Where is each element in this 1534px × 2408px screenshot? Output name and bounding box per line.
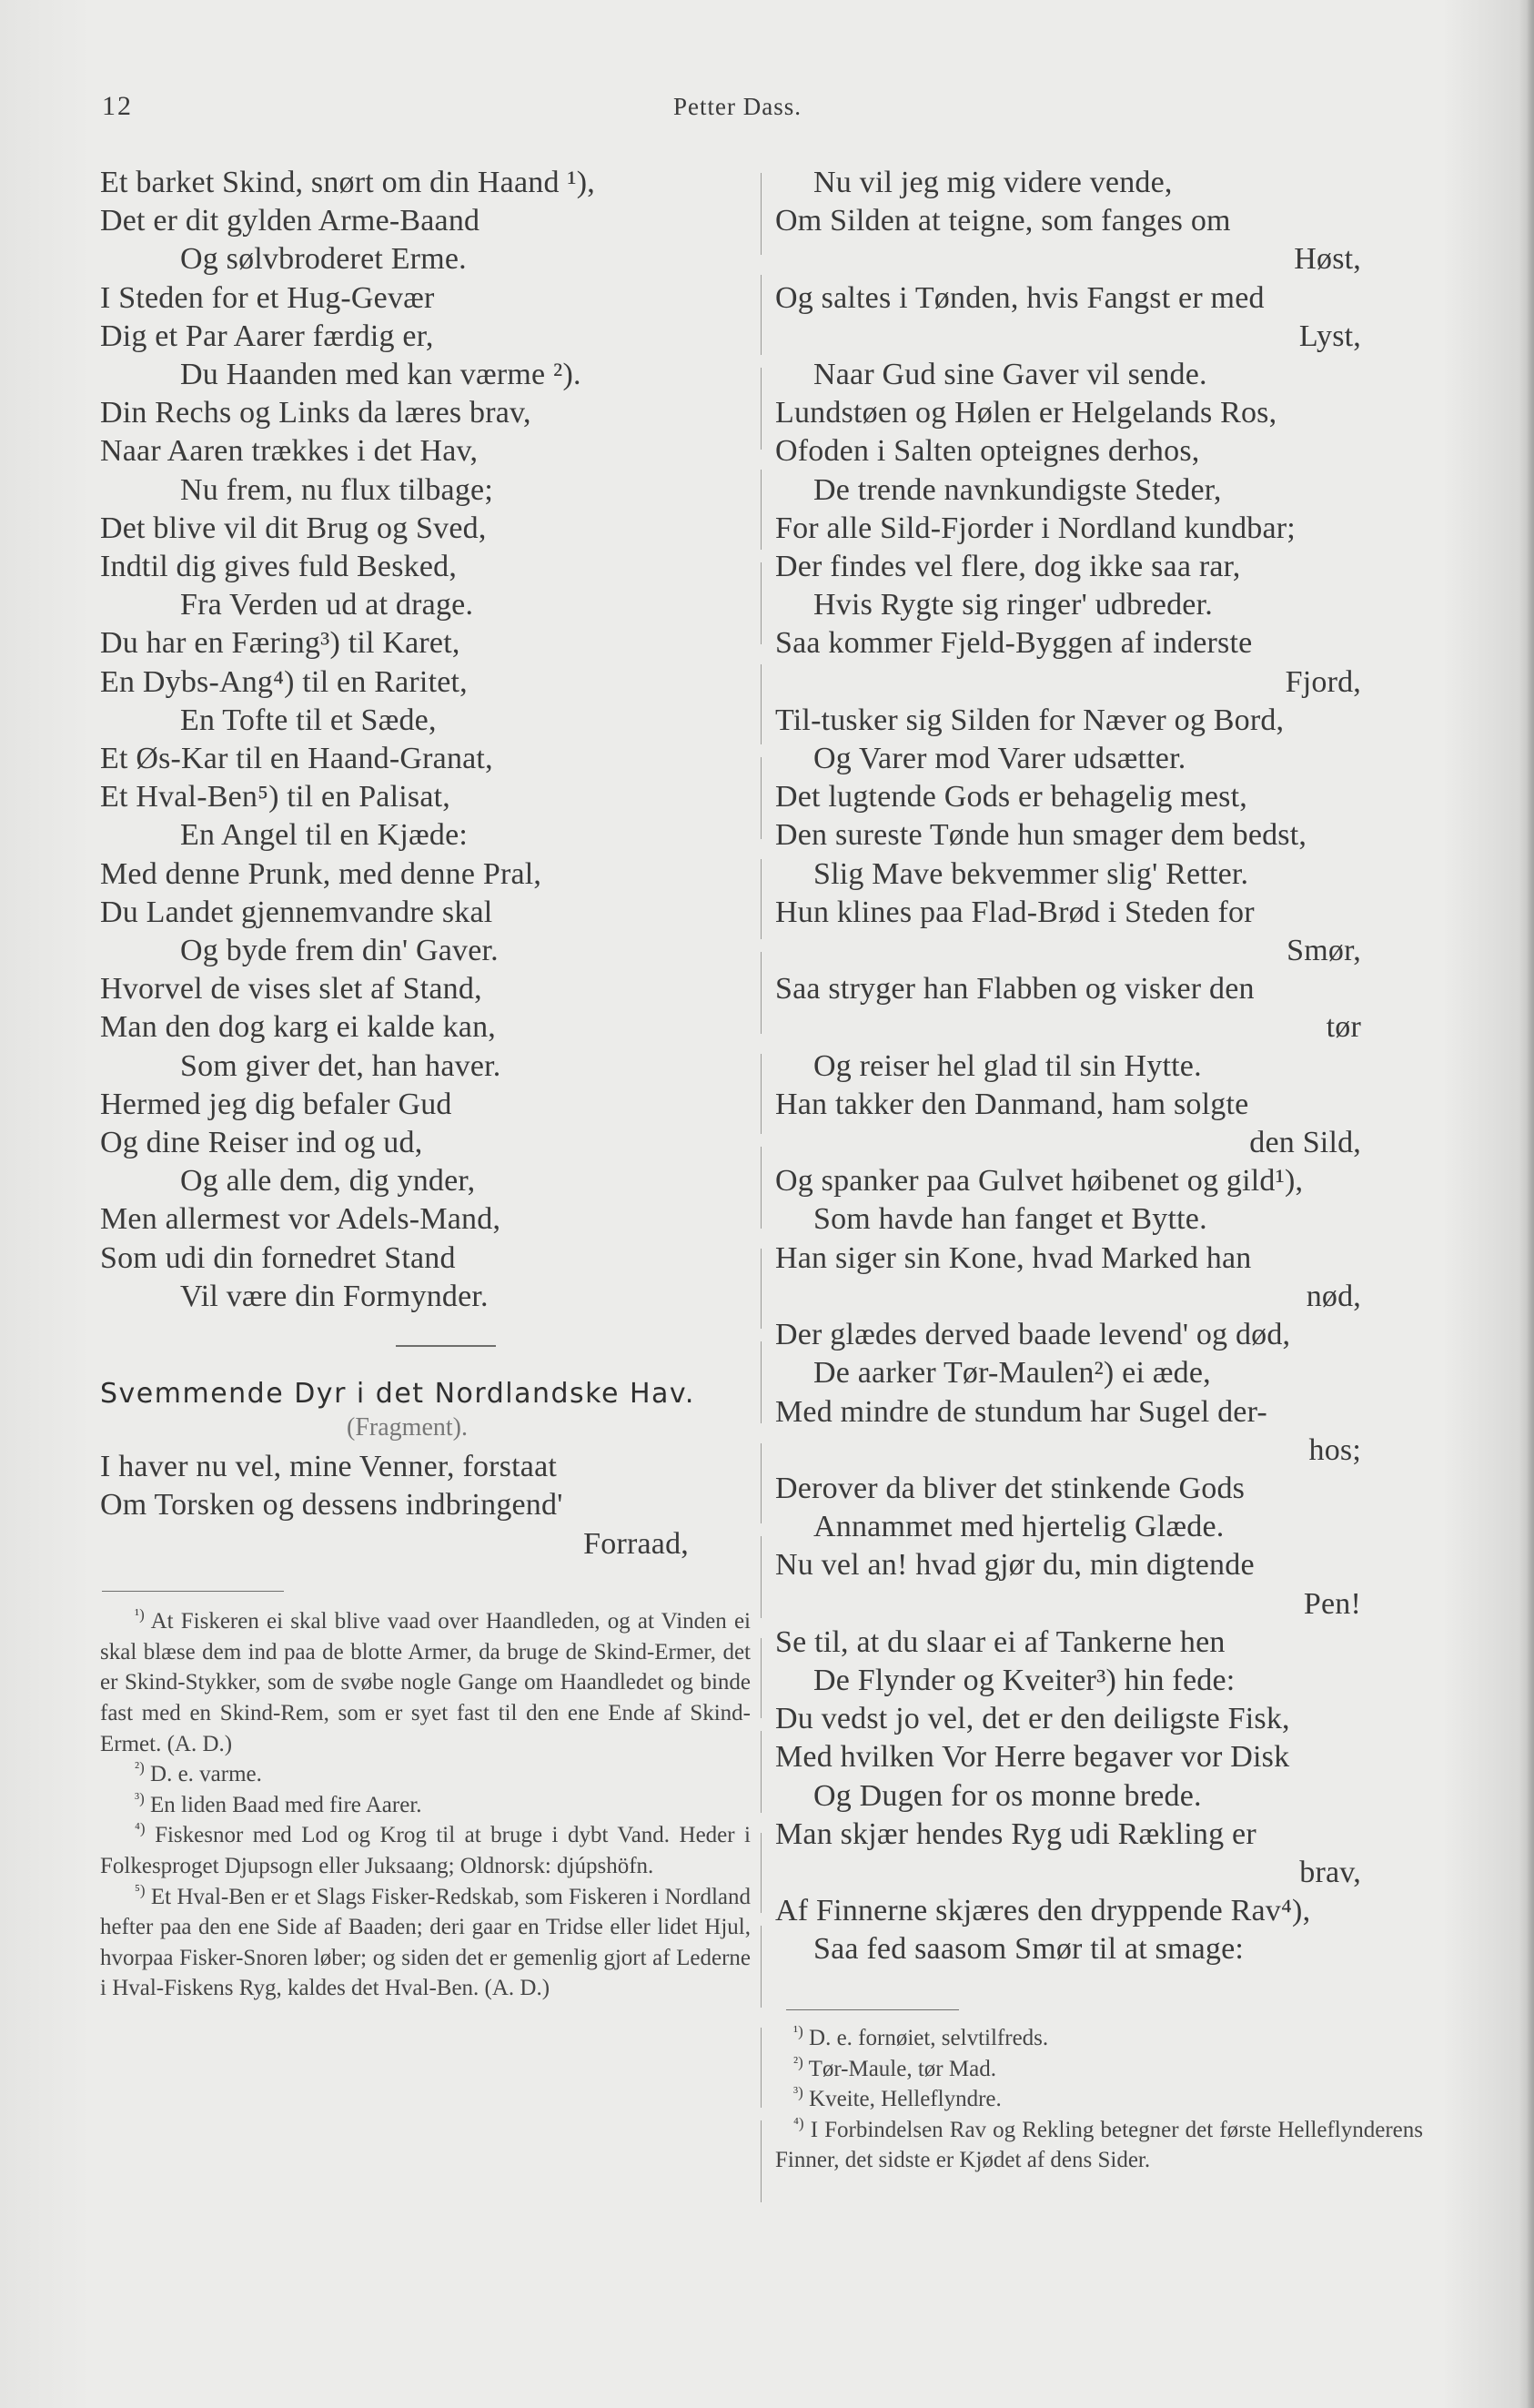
poem-line: Og reiser hel glad til sin Hytte. xyxy=(813,1048,1202,1083)
poem-line: I haver nu vel, mine Venner, forstaat xyxy=(100,1450,558,1484)
poem-line: Det lugtende Gods er behagelig mest, xyxy=(775,780,1247,814)
right-footnotes xyxy=(775,2023,1423,2176)
poem-line: Og saltes i Tønden, hvis Fangst er med xyxy=(775,280,1265,315)
poem-line: Han takker den Danmand, ham solgte xyxy=(775,1087,1249,1121)
poem-line: Lundstøen og Hølen er Helgelands Ros, xyxy=(775,396,1277,430)
poem-line: Med denne Prunk, med denne Pral, xyxy=(100,856,542,891)
poem-line: Høst, xyxy=(1294,242,1361,277)
footnote xyxy=(775,2115,1423,2176)
footnote xyxy=(775,2023,1423,2054)
footnote-text: D. e. varme. xyxy=(144,1762,262,1787)
poem-continuation xyxy=(100,164,751,1316)
footnote-mark: ³) xyxy=(793,2083,803,2101)
poem-line: Nu vel an! hvad gjør du, min digtende xyxy=(775,1548,1255,1583)
footnote-mark: ⁵) xyxy=(135,1881,146,1899)
poem-line: Og sølvbroderet Erme. xyxy=(180,242,467,277)
poem-line: Om Torsken og dessens indbringend' xyxy=(100,1488,563,1523)
poem-line: En Dybs-Ang⁴) til en Raritet, xyxy=(100,664,468,699)
footnote-mark: ¹) xyxy=(793,2022,803,2040)
poem-line: Der glædes derved baade levend' og død, xyxy=(775,1318,1291,1352)
poem-line: Han siger sin Kone, hvad Marked han xyxy=(775,1240,1252,1275)
poem-line: For alle Sild-Fjorder i Nordland kundbar; xyxy=(775,511,1296,545)
poem-line: Slig Mave bekvemmer slig' Retter. xyxy=(813,856,1249,891)
poem-line: Du Haanden med kan værme ²). xyxy=(180,358,581,392)
footnote xyxy=(100,1820,751,1881)
poem-line: Fra Verden ud at drage. xyxy=(180,588,474,622)
poem-line: Du Landet gjennemvandre skal xyxy=(100,895,493,929)
footnote-rule-right xyxy=(786,2009,959,2011)
left-footnotes xyxy=(100,1606,751,2004)
footnote-mark: ²) xyxy=(793,2053,803,2071)
poem-line: Der findes vel flere, dog ikke saa rar, xyxy=(775,550,1241,584)
footnote-text: En liden Baad med fire Aarer. xyxy=(144,1792,422,1817)
poem-line: Saa stryger han Flabben og visker den xyxy=(775,972,1255,1007)
footnote xyxy=(775,2054,1423,2085)
left-column xyxy=(100,164,751,2004)
footnote-text: Kveite, Helleflyndre. xyxy=(802,2087,1002,2112)
right-column xyxy=(775,164,1423,2176)
footnote xyxy=(100,1759,751,1790)
poem-line: hos; xyxy=(1308,1432,1361,1467)
poem-line: Fjord, xyxy=(1285,664,1361,699)
poem-line: Forraad, xyxy=(583,1526,689,1561)
footnote-text: Fiskesnor med Lod og Krog til at bruge i dybt Vand. Heder i Folkesproget Djupsogn eller Juksaang; Oldnorsk: djúpshöfn. xyxy=(100,1823,751,1878)
poem-line: Man skjær hendes Ryg udi Rækling er xyxy=(775,1816,1256,1851)
poem-line: den Sild, xyxy=(1249,1126,1361,1160)
poem-line: Ofoden i Salten opteignes derhos, xyxy=(775,434,1200,469)
footnote-rule xyxy=(102,1591,284,1593)
column-divider xyxy=(761,173,762,2211)
poem-line: tør xyxy=(1326,1010,1361,1045)
poem-line: Dig et Par Aarer færdig er, xyxy=(100,319,434,353)
section-subtitle: (Fragment). xyxy=(347,1413,468,1442)
poem-line: Smør, xyxy=(1287,934,1361,968)
poem-line: Annammet med hjertelig Glæde. xyxy=(813,1510,1225,1544)
poem-line: Lyst, xyxy=(1298,319,1361,353)
footnote-text: D. e. fornøiet, selvtilfreds. xyxy=(802,2026,1049,2051)
poem-line: Og spanker paa Gulvet høibenet og gild¹), xyxy=(775,1164,1304,1199)
footnote-text: Tør-Maule, tør Mad. xyxy=(802,2056,996,2081)
poem-line: Hun klines paa Flad-Brød i Steden for xyxy=(775,895,1255,929)
poem-line: I Steden for et Hug-Gevær xyxy=(100,280,435,315)
footnote-mark: ³) xyxy=(135,1789,145,1807)
poem-line: Vil være din Formynder. xyxy=(180,1279,489,1313)
poem-line: Som havde han fanget et Bytte. xyxy=(813,1202,1207,1237)
poem-line: De Flynder og Kveiter³) hin fede: xyxy=(813,1663,1236,1697)
footnote xyxy=(100,1790,751,1821)
poem-line: Den sureste Tønde hun smager dem bedst, xyxy=(775,818,1307,853)
poem-line: Derover da bliver det stinkende Gods xyxy=(775,1471,1246,1505)
poem-line: En Tofte til et Sæde, xyxy=(180,703,437,737)
poem-line: Et Øs-Kar til en Haand-Granat, xyxy=(100,742,493,776)
poem-line: Hvorvel de vises slet af Stand, xyxy=(100,972,482,1007)
poem-line: Hermed jeg dig befaler Gud xyxy=(100,1087,452,1121)
poem-line: Til-tusker sig Silden for Næver og Bord, xyxy=(775,703,1285,737)
poem-line: Af Finnerne skjæres den dryppende Rav⁴), xyxy=(775,1894,1311,1928)
poem-line: Indtil dig gives fuld Besked, xyxy=(100,550,458,584)
poem-new-section xyxy=(100,1448,751,1563)
page-header xyxy=(0,91,1534,127)
poem-line: Du har en Færing³) til Karet, xyxy=(100,626,460,661)
footnote-text: I Forbindelsen Rav og Rekling betegner det første Helleflynderens Finner, det sidste er Kjødet af dens Sider. xyxy=(775,2117,1423,2173)
poem-line: Pen! xyxy=(1303,1586,1361,1621)
footnote-mark: ⁴) xyxy=(793,2114,804,2132)
poem-line: Du vedst jo vel, det er den deiligste Fisk, xyxy=(775,1702,1290,1736)
poem-line: brav, xyxy=(1299,1855,1361,1889)
footnote-text: Et Hval-Ben er et Slags Fisker-Redskab, som Fiskeren i Nordland hefter paa den ene Side af Baaden; deri gaar en Tridse eller lidet Hjul, hvorpaa Fisker-Snoren løber; og siden det er gemenlig gjort af Lederne i Hval-Fiskens Ryg, kaldes det Hval-Ben. (A. D.) xyxy=(100,1884,751,2001)
poem-line: Med mindre de stundum har Sugel der- xyxy=(775,1394,1267,1429)
poem-line: Men allermest vor Adels-Mand, xyxy=(100,1202,501,1237)
poem-line: Og alle dem, dig ynder, xyxy=(180,1164,476,1199)
poem-line: Din Rechs og Links da læres brav, xyxy=(100,396,531,430)
poem-line: Som udi din fornedret Stand xyxy=(100,1240,456,1275)
poem-line: Det er dit gylden Arme-Baand xyxy=(100,204,480,238)
poem-line: De aarker Tør-Maulen²) ei æde, xyxy=(813,1356,1211,1391)
footnote-mark: ⁴) xyxy=(135,1820,146,1838)
poem-line: Saa kommer Fjeld-Byggen af inderste xyxy=(775,626,1253,661)
footnote-text: At Fiskeren ei skal blive vaad over Haandleden, og at Vinden ei skal blæse dem ind paa de blotte Armer, da bruge de Skind-Ermer, det er Skind-Stykker, som de svøbe nogle Gange om Haandledet og binde fast med en Skind-Rem, som er syet fast til den ene Ende af Skind-Ermet. (A. D.) xyxy=(100,1609,751,1756)
poem-line: Saa fed saasom Smør til at smage: xyxy=(813,1932,1245,1967)
poem-line: Om Silden at teigne, som fanges om xyxy=(775,204,1231,238)
footnote-mark: ¹) xyxy=(135,1605,145,1624)
poem-line: En Angel til en Kjæde: xyxy=(180,818,469,853)
poem-line: Og dine Reiser ind og ud, xyxy=(100,1126,423,1160)
section-divider xyxy=(396,1345,496,1347)
footnote-mark: ²) xyxy=(135,1758,145,1776)
poem-line: Naar Aaren trækkes i det Hav, xyxy=(100,434,479,469)
poem-line: Man den dog karg ei kalde kan, xyxy=(100,1010,496,1045)
poem-line: nød, xyxy=(1306,1279,1361,1313)
poem-line: Og Varer mod Varer udsætter. xyxy=(813,742,1186,776)
section-title: Svemmende Dyr i det Nordlandske Hav. xyxy=(100,1378,695,1411)
poem-line: Et barket Skind, snørt om din Haand ¹), xyxy=(100,166,595,199)
poem-right-column xyxy=(775,164,1423,1969)
poem-line: Som giver det, han haver. xyxy=(180,1048,501,1083)
footnote xyxy=(775,2084,1423,2115)
poem-line: Et Hval-Ben⁵) til en Palisat, xyxy=(100,780,450,814)
page-number: 12 xyxy=(102,91,133,121)
page-edge xyxy=(1527,0,1534,2408)
footnote xyxy=(100,1606,751,1759)
running-title: Petter Dass. xyxy=(673,93,802,120)
poem-line: De trende navnkundigste Steder, xyxy=(813,472,1222,507)
poem-line: Hvis Rygte sig ringer' udbreder. xyxy=(813,588,1213,622)
footnote xyxy=(100,1882,751,2004)
poem-line: Og Dugen for os monne brede. xyxy=(813,1778,1202,1813)
poem-line: Og byde frem din' Gaver. xyxy=(180,934,499,968)
poem-line: Med hvilken Vor Herre begaver vor Disk xyxy=(775,1740,1290,1775)
poem-line: Se til, at du slaar ei af Tankerne hen xyxy=(775,1624,1226,1659)
poem-line: Det blive vil dit Brug og Sved, xyxy=(100,511,487,545)
poem-line: Nu vil jeg mig videre vende, xyxy=(813,166,1173,199)
poem-line: Naar Gud sine Gaver vil sende. xyxy=(813,358,1207,392)
poem-line: Nu frem, nu flux tilbage; xyxy=(180,472,493,507)
